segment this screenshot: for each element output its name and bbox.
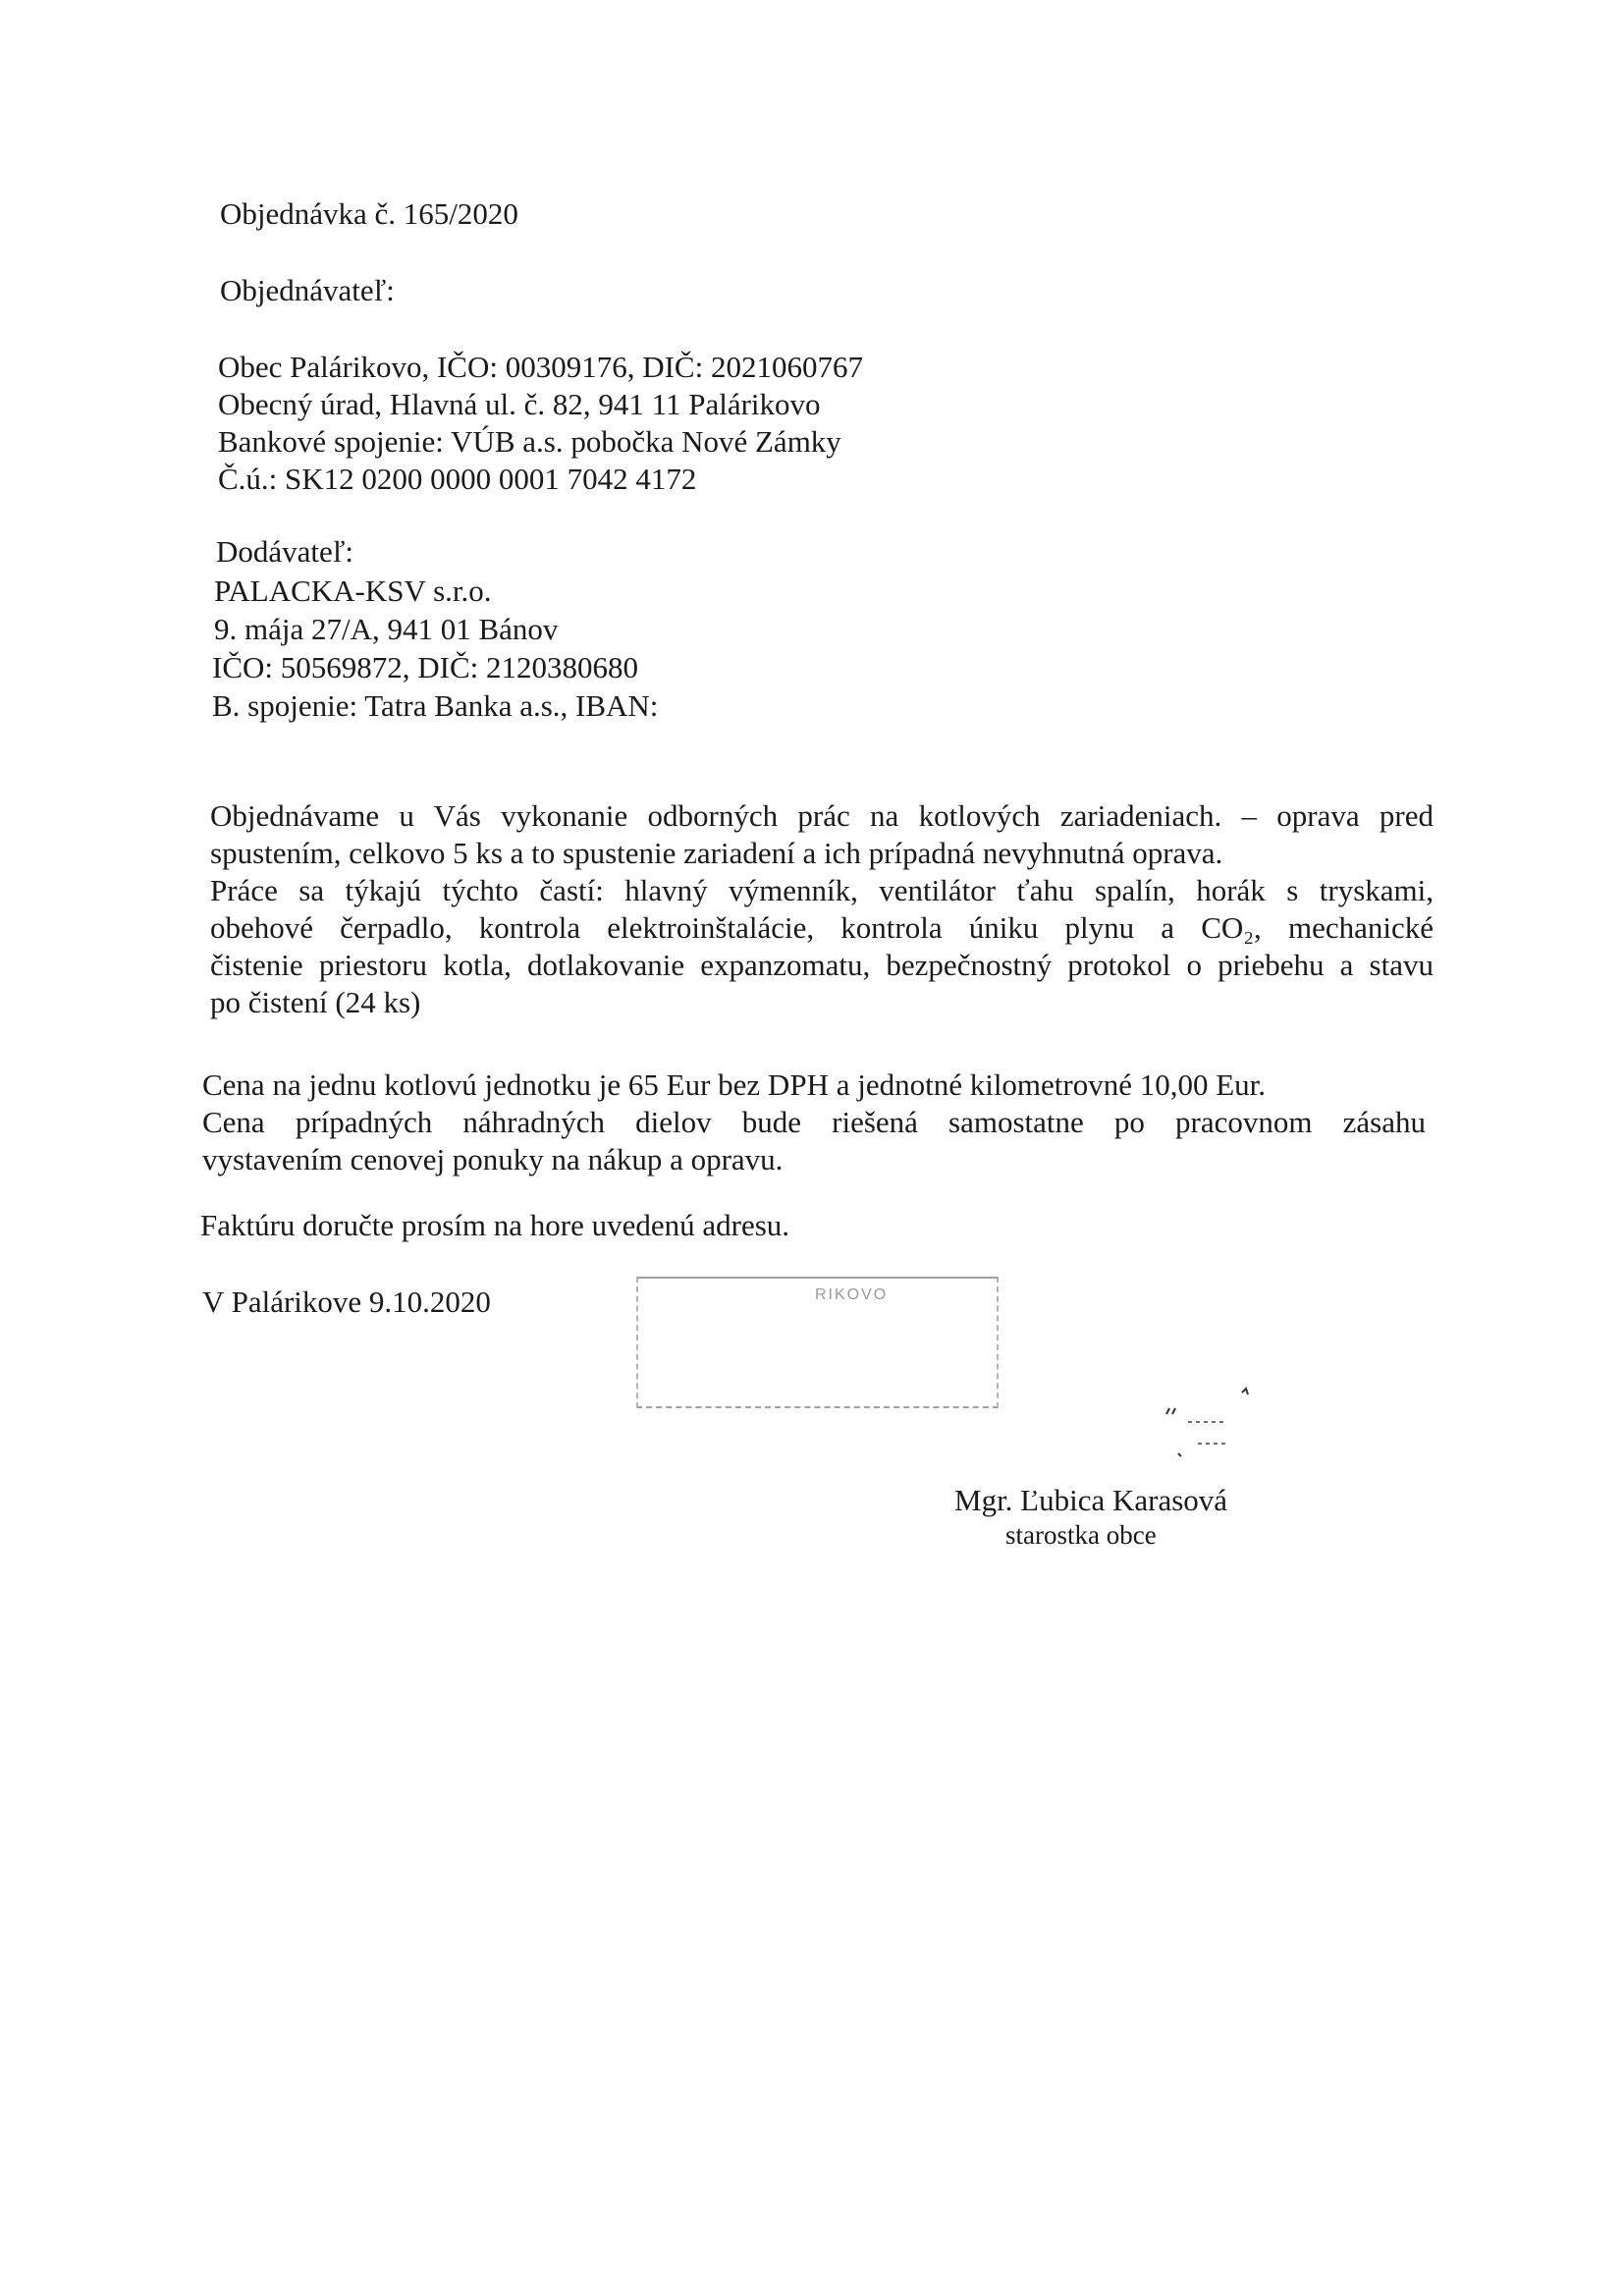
paragraph-line: Cena prípadných náhradných dielov bude riešená samostatne po pracovnom zásahu	[202, 1105, 1426, 1139]
customer-line: Obec Palárikovo, IČO: 00309176, DIČ: 2021060767	[218, 350, 863, 384]
paragraph-line: po čistení (24 ks)	[210, 985, 421, 1019]
paragraph-line: Objednávame u Vás vykonanie odborných prác na kotlových zariadeniach. – oprava pred	[210, 798, 1434, 833]
paragraph-line: obehové čerpadlo, kontrola elektroinštalácie, kontrola úniku plynu a CO₂, mechanické	[210, 910, 1434, 945]
customer-heading: Objednávateľ:	[220, 273, 395, 307]
body-paragraph-1	[210, 797, 1434, 1021]
invoice-note: Faktúru doručte prosím na hore uvedenú adresu.	[200, 1208, 790, 1242]
signatory-title: starostka obce	[1005, 1520, 1157, 1550]
supplier-heading: Dodávateľ:	[216, 534, 353, 569]
paragraph-line: spustením, celkovo 5 ks a to spustenie zariadení a ich prípadná nevyhnutná oprava.	[210, 836, 1223, 870]
signatory-name: Mgr. Ľubica Karasová	[954, 1483, 1228, 1517]
paragraph-line: vystavením cenovej ponuky na nákup a opravu.	[202, 1142, 784, 1176]
official-stamp	[636, 1277, 999, 1408]
order-number: Objednávka č. 165/2020	[220, 196, 518, 231]
paragraph-line: Cena na jednu kotlovú jednotku je 65 Eur bez DPH a jednotné kilometrovné 10,00 Eur.	[202, 1067, 1267, 1102]
body-paragraph-2	[202, 1066, 1426, 1178]
customer-line: Bankové spojenie: VÚB a.s. pobočka Nové Zámky	[218, 424, 841, 459]
supplier-line: 9. mája 27/A, 941 01 Bánov	[214, 612, 559, 646]
customer-line: Č.ú.: SK12 0200 0000 0001 7042 4172	[218, 462, 697, 496]
paragraph-line: čistenie priestoru kotla, dotlakovanie expanzomatu, bezpečnostný protokol o priebehu a stavu	[210, 948, 1434, 982]
supplier-line: PALACKA-KSV s.r.o.	[214, 574, 492, 608]
paragraph-line: Práce sa týkajú týchto častí: hlavný výmenník, ventilátor ťahu spalín, horák s tryskami,	[210, 873, 1434, 907]
customer-line: Obecný úrad, Hlavná ul. č. 82, 941 11 Palárikovo	[218, 387, 821, 421]
supplier-line: IČO: 50569872, DIČ: 2120380680	[212, 650, 638, 684]
signature-mark	[1159, 1385, 1276, 1473]
place-date: V Palárikove 9.10.2020	[202, 1285, 491, 1319]
stamp-text: RIKOVO	[815, 1286, 889, 1303]
supplier-line: B. spojenie: Tatra Banka a.s., IBAN:	[212, 688, 659, 723]
